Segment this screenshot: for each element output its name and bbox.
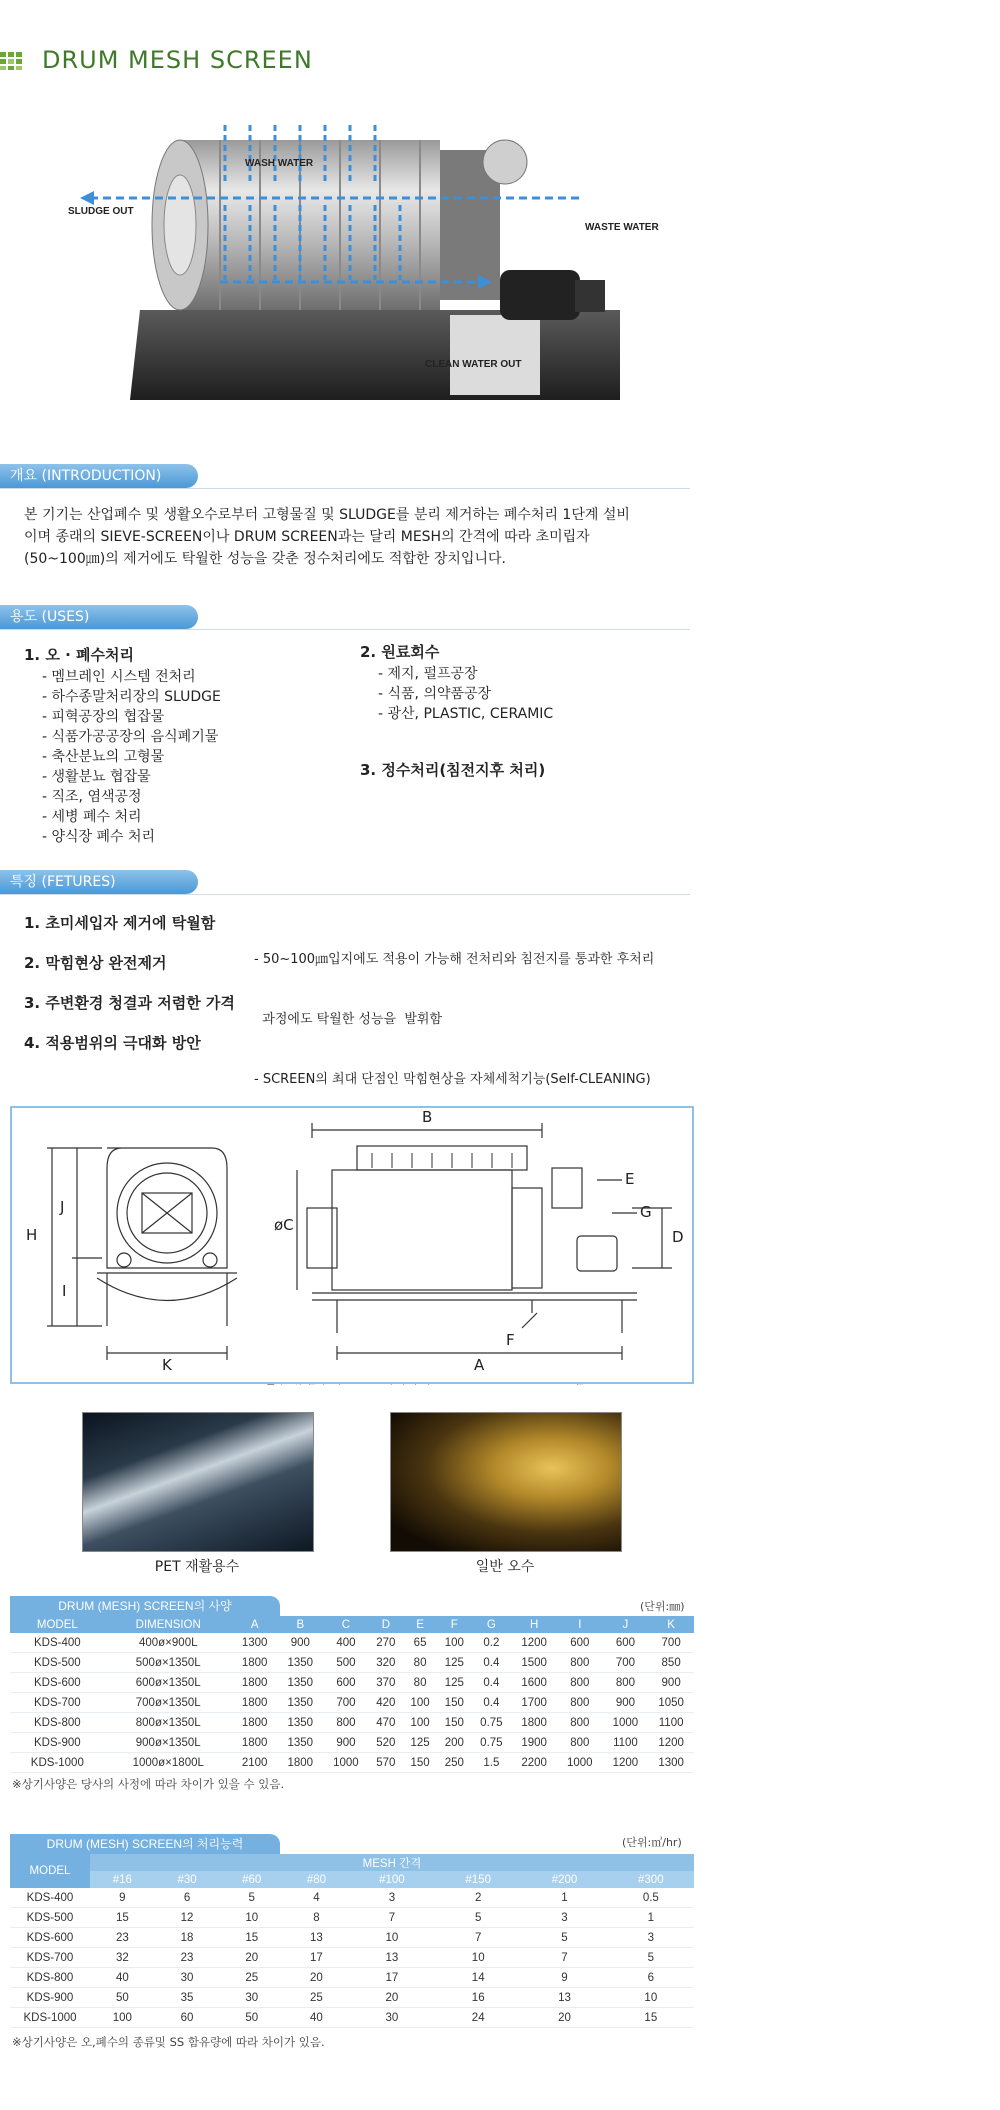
table-header-row: MODEL MESH 간격 bbox=[10, 1854, 694, 1871]
capacity-table-unit: (단위:㎥/hr) bbox=[622, 1836, 682, 1849]
table-row: KDS-1000 100 60 50 40 30 24 20 15 bbox=[10, 2008, 694, 2028]
divider bbox=[0, 894, 690, 895]
table-row: KDS-700 32 23 20 17 13 10 7 5 bbox=[10, 1948, 694, 1968]
section-icon bbox=[0, 52, 22, 70]
product-illustration bbox=[60, 120, 700, 410]
table-header-row: #16 #30 #60 #80 #100 #150 #200 #300 bbox=[10, 1871, 694, 1888]
features-details: - 50~100㎛입지에도 적용이 가능해 전처리와 침전지를 통과한 후처리 과정에도 탁월한 성능을 발휘함 - SCREEN의 최대 단점인 막힘현상을 자체세척기능(Self-CLEANING) bbox=[254, 952, 655, 1087]
photo-pet-water bbox=[82, 1412, 314, 1552]
dim-label-h: H bbox=[26, 1226, 38, 1244]
uses-list-1: 1. 오 · 폐수처리 - 멤브레인 시스템 전처리 - 하수종말처리장의 SLUDGE - 피혁공장의 협잡물 - 식품가공공장의 음식폐기물 - 축산분뇨의 고형물 - 생활분뇨 협잡물 - 직조, 염색공정 - 세병 폐수 처리 - 양식장 폐수 처리 bbox=[24, 646, 221, 845]
waste-water-label: WASTE WATER bbox=[585, 222, 659, 233]
page-title: DRUM MESH SCREEN bbox=[42, 46, 313, 74]
intro-text: 본 기기는 산업폐수 및 생활오수로부터 고형물질 및 SLUDGE를 분리 제거하는 폐수처리 1단계 설비 이며 종래의 SIEVE-SCREEN이나 DRUM SCREEN과는 달리 MESH의 간격에 따라 초미립자 (50~100㎛)의 제거에도 탁월한 성능을 갖춘 정수처리에도 적합한 장치입니다. bbox=[24, 507, 630, 567]
dim-label-d: D bbox=[672, 1228, 684, 1246]
dim-label-e: E bbox=[625, 1170, 635, 1188]
table-header-row: MODEL DIMENSION A B C D E F G H I J K bbox=[10, 1616, 694, 1633]
uses-list-2: 2. 원료회수 - 제지, 펄프공장 - 식품, 의약품공장 - 광산, PLASTIC, CERAMIC bbox=[360, 643, 554, 722]
spec-table-title: DRUM (MESH) SCREEN의 사양 bbox=[10, 1596, 280, 1616]
spec-table bbox=[10, 1616, 694, 1773]
photo-general-wastewater bbox=[390, 1412, 622, 1552]
dim-label-g: G bbox=[640, 1203, 652, 1221]
capacity-table bbox=[10, 1854, 694, 2028]
photo-caption-general: 일반 오수 bbox=[475, 1559, 535, 1575]
table-row: KDS-900 50 35 30 25 20 16 13 10 bbox=[10, 1988, 694, 2008]
table-row: KDS-400 400ø×900L 1300 900 400 270 65 100 0.2 1200 600 600 700 bbox=[10, 1633, 694, 1653]
table-row: KDS-800 40 30 25 20 17 14 9 6 bbox=[10, 1968, 694, 1988]
dim-label-c: øC bbox=[274, 1216, 294, 1234]
intro-tab: 개요 (INTRODUCTION) bbox=[0, 464, 198, 488]
divider bbox=[0, 629, 690, 630]
dim-label-f: F bbox=[506, 1331, 515, 1349]
dim-label-a: A bbox=[474, 1356, 485, 1374]
wash-water-label: WASH WATER bbox=[245, 158, 314, 169]
table-row: KDS-700 700ø×1350L 1800 1350 700 420 100 150 0.4 1700 800 900 1050 bbox=[10, 1693, 694, 1713]
table-row: KDS-600 600ø×1350L 1800 1350 600 370 80 125 0.4 1600 800 800 900 bbox=[10, 1673, 694, 1693]
dim-label-j: J bbox=[60, 1198, 65, 1216]
dim-label-k: K bbox=[162, 1356, 172, 1374]
divider bbox=[0, 488, 690, 489]
table-row: KDS-1000 1000ø×1800L 2100 1800 1000 570 150 250 1.5 2200 1000 1200 1300 bbox=[10, 1753, 694, 1773]
spec-table-note: ※상기사양은 당사의 사정에 따라 차이가 있을 수 있음. bbox=[12, 1777, 285, 1791]
uses-tab: 용도 (USES) bbox=[0, 605, 198, 629]
dim-label-i: I bbox=[62, 1282, 67, 1300]
table-row: KDS-800 800ø×1350L 1800 1350 800 470 100 150 0.75 1800 800 1000 1100 bbox=[10, 1713, 694, 1733]
photo-caption-pet: PET 재활용수 bbox=[154, 1559, 240, 1575]
capacity-table-note: ※상기사양은 오,폐수의 종류및 SS 함유량에 따라 차이가 있음. bbox=[12, 2035, 325, 2049]
dimension-drawing bbox=[10, 1106, 694, 1384]
uses-list-3: 3. 정수처리(침전지후 처리) bbox=[360, 761, 546, 779]
features-list: 1. 초미세입자 제거에 탁월함 2. 막힘현상 완전제거 3. 주변환경 청결과 저렴한 가격 4. 적용범위의 극대화 방안 bbox=[24, 914, 235, 1052]
table-row: KDS-400 9 6 5 4 3 2 1 0.5 bbox=[10, 1888, 694, 1908]
spec-table-unit: (단위:㎜) bbox=[640, 1600, 685, 1613]
table-row: KDS-600 23 18 15 13 10 7 5 3 bbox=[10, 1928, 694, 1948]
capacity-table-title: DRUM (MESH) SCREEN의 처리능력 bbox=[10, 1834, 280, 1854]
clean-water-out-label: CLEAN WATER OUT bbox=[425, 359, 522, 370]
features-tab: 특징 (FETURES) bbox=[0, 870, 198, 894]
table-row: KDS-900 900ø×1350L 1800 1350 900 520 125 200 0.75 1900 800 1100 1200 bbox=[10, 1733, 694, 1753]
table-row: KDS-500 15 12 10 8 7 5 3 1 bbox=[10, 1908, 694, 1928]
sludge-out-label: SLUDGE OUT bbox=[68, 206, 134, 217]
table-row: KDS-500 500ø×1350L 1800 1350 500 320 80 125 0.4 1500 800 700 850 bbox=[10, 1653, 694, 1673]
dim-label-b: B bbox=[422, 1108, 433, 1126]
